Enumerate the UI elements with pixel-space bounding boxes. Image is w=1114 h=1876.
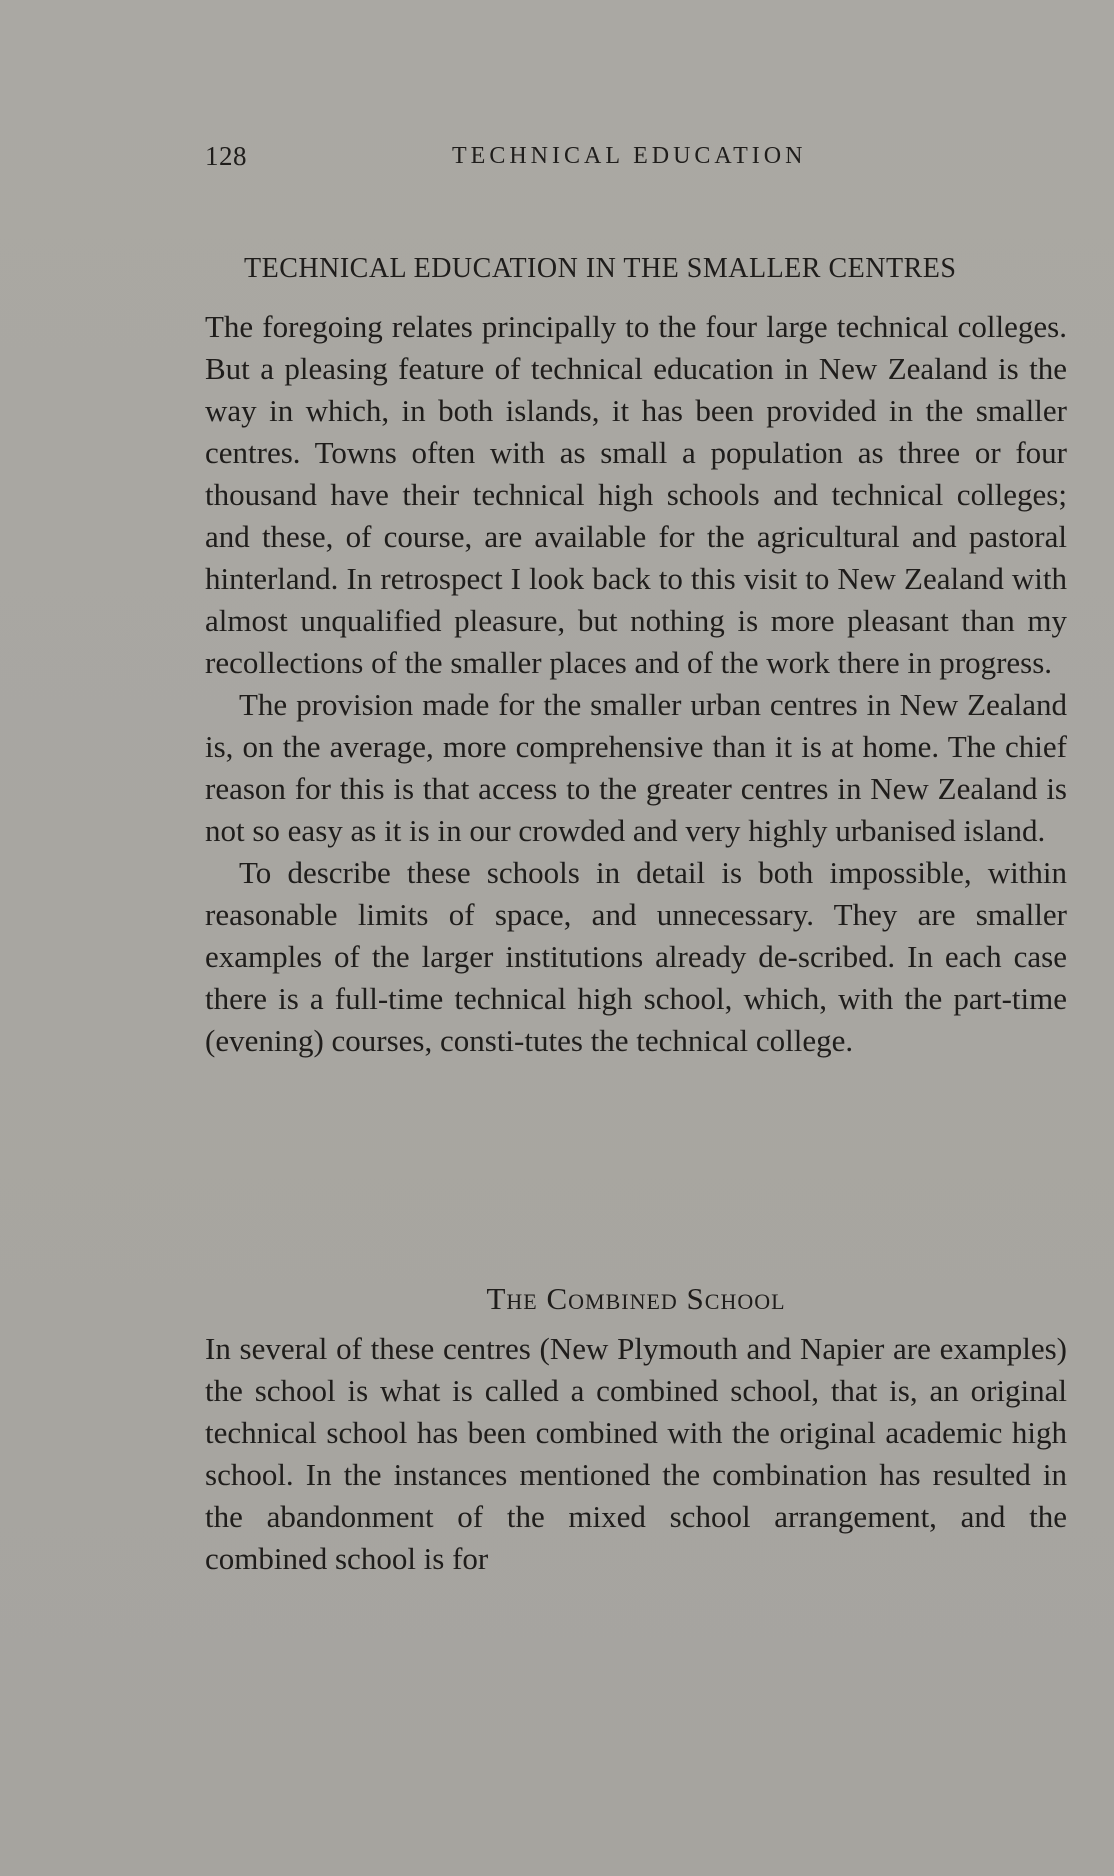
paragraph-4: In several of these centres (New Plymouth and Napier are examples) the school is what is called a combined school, that is, an original technical school has been combined with the original academic high school. In the instances mentioned the combination has resulted in the abandonment of the mixed school arrangement, and the combined school is for	[205, 1331, 1067, 1576]
page-number: 128	[205, 141, 247, 171]
paragraph-3: To describe these schools in detail is both impossible, within reasonable limits of space, and unnecessary. They are smaller examples of the larger institutions already de-scribed. In each case there is a full-time technical high school, which, with the part-time (evening) courses, consti-tutes the technical college.	[205, 855, 1067, 1058]
subsection-body	[205, 1328, 1067, 1580]
paragraph-2: The provision made for the smaller urban centres in New Zealand is, on the average, more comprehensive than it is at home. The chief reason for this is that access to the greater centres in New Zealand is not so easy as it is in our crowded and very highly urbanised island.	[205, 687, 1067, 848]
running-title: TECHNICAL EDUCATION	[452, 143, 807, 169]
running-head	[205, 138, 1067, 174]
paragraph-1: The foregoing relates principally to the four large technical colleges. But a pleasing feature of technical education in New Zealand is the way in which, in both islands, it has been provided in the smaller centres. Towns often with as small a population as three or four thousand have their technical high schools and technical colleges; and these, of course, are available for the agricultural and pastoral hinterland. In retrospect I look back to this visit to New Zealand with almost unqualified pleasure, but nothing is more pleasant than my recollections of the smaller places and of the work there in progress.	[205, 309, 1067, 680]
section-body	[205, 306, 1067, 1062]
section-heading: TECHNICAL EDUCATION IN THE SMALLER CENTRES	[244, 253, 957, 284]
subsection-heading: The Combined School	[486, 1281, 786, 1316]
